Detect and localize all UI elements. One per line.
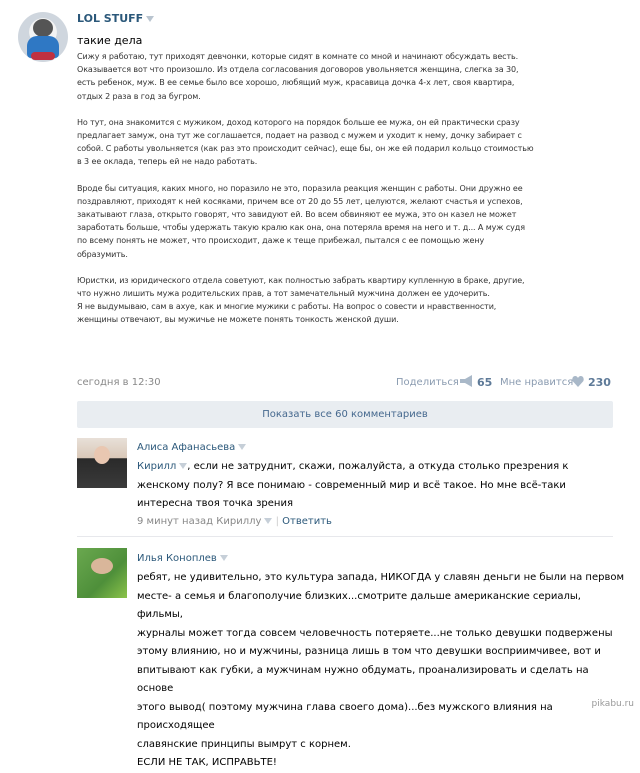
post-author-name[interactable]: LOL STUFF: [77, 12, 144, 25]
comment-text: [137, 458, 613, 514]
post-paragraph: Но тут, она знакомится с мужиком, доход которого на порядок больше ее мужа, он ей практически сразу предлагает замуж, она тут же соглашается, подает на развод с мужем и уходит к нему, дочку забирает с собой. С работы увольняется (как раз это происходит сейчас), еще бы, он же ей подарил кольцо стоимостью в 3 ее оклада, теперь ей не надо работать.: [77, 117, 534, 167]
share-button-label[interactable]: Поделиться: [396, 377, 459, 388]
comment-line: впитывают как губки, а мужчинам нужно обдумать, проанализировать и сделать на основе: [137, 664, 589, 694]
megaphone-icon[interactable]: [459, 375, 475, 387]
comment-line: ЕСЛИ НЕ ТАК, ИСПРАВЬТЕ!: [137, 757, 277, 768]
comment-line: ребят, не удивительно, это культура запада, НИКОГДА у славян деньги не были на первом: [137, 572, 625, 583]
avatar-figure-head: [33, 19, 53, 37]
comment-author[interactable]: [137, 553, 228, 564]
post-subtitle: такие дела: [77, 34, 143, 47]
post-paragraph: Вроде бы ситуация, каких много, но поразило не это, поразила реакция женщин с работы. Они дружно ее поздравляют, приходят к ней косяками, причем все от 20 до 55 лет, целуются, желают счастья и успехов, закатывают глаза, открыто говорят, что завидуют ей. Во всем обвиняют ее мужа, это он казел не может заработать больше, чтобы удержать такую кралю как она, она потеряла время на него и т. д... А муж судя по всему понять не может, что происходит, даже к теще прибежал, пытался с ее помощью жену образумить.: [77, 183, 525, 259]
comment-line: этому влиянию, но и мужчины, разница лишь в том что девушки восприимчивее, вот и: [137, 646, 601, 657]
comment-divider: [77, 536, 613, 537]
like-count: 230: [588, 376, 611, 389]
post-paragraph: Юристки, из юридического отдела советуют, как полностью забрать квартиру купленную в браке, другие, что нужно лишить мужа родительских прав, а тот замечательный мужчина должен ее удочерить.: [77, 275, 525, 299]
post-time[interactable]: сегодня в 12:30: [77, 377, 161, 388]
comment-line: этого вывод( поэтому мужчина глава своего дома)...без мужского влияния на происходящее: [137, 701, 553, 731]
post-paragraph: Я не выдумываю, сам в ахуе, как и многие мужики с работы. На вопрос о совести и нравственности, женщины отвечают, вы мужичье не можете понять тонкость женской души.: [77, 302, 497, 325]
post-author[interactable]: [77, 12, 154, 25]
comment-line: славянские принципы вымрут с корнем.: [137, 738, 351, 750]
comment-text: [137, 569, 627, 773]
chevron-down-icon[interactable]: [264, 518, 272, 524]
avatar-figure-detail: [31, 52, 55, 60]
comment-line: журналы может тогда совсем человечность потеряете...не только девушки подвержены: [137, 627, 613, 639]
share-count: 65: [477, 376, 493, 389]
comment-author[interactable]: [137, 442, 246, 453]
post-image-text[interactable]: [77, 50, 535, 370]
show-all-comments-button[interactable]: Показать все 60 комментариев: [77, 401, 613, 428]
reply-link[interactable]: Ответить: [282, 516, 332, 527]
comment-line: месте- а семья и благополучие близких...смотрите дальше американские сериалы, фильмы,: [137, 590, 581, 620]
watermark: pikabu.ru: [591, 699, 634, 709]
heart-icon[interactable]: [572, 376, 584, 387]
chevron-down-icon[interactable]: [220, 555, 228, 561]
meta-separator: |: [275, 516, 279, 527]
chevron-down-icon[interactable]: [238, 444, 246, 450]
chevron-down-icon[interactable]: [146, 16, 154, 22]
comment-author-name[interactable]: Илья Коноплев: [137, 553, 217, 564]
comment-meta: [137, 516, 332, 527]
comment-author-name[interactable]: Алиса Афанасьева: [137, 442, 236, 453]
avatar-face: [91, 558, 113, 574]
author-avatar[interactable]: [18, 12, 68, 62]
comment-time[interactable]: 9 минут назад Кириллу: [137, 516, 262, 527]
comment-avatar[interactable]: [77, 548, 127, 598]
comment-body: , если не затруднит, скажи, пожалуйста, а откуда столько презрения к женскому полу? Я все понимаю - современный мир и всё такое. Но мне всё-таки интересна твоя точка зрения: [137, 461, 569, 509]
avatar-face: [94, 446, 110, 464]
comment-mention[interactable]: Кирилл: [137, 461, 177, 472]
like-button-label[interactable]: Мне нравится: [500, 377, 574, 388]
comment-avatar[interactable]: [77, 438, 127, 488]
post-paragraph: Сижу я работаю, тут приходят девчонки, которые сидят в комнате со мной и начинают обсуждать весть. Оказывается вот что произошло. Из отдела согласования договоров увольняется женщина, слегка за 30, есть ребенок, муж. В ее семье было все хорошо, любящий муж, красавица дочка 4-х лет, своя квартира, отдых 2 раза в год за бугром.: [77, 52, 519, 101]
